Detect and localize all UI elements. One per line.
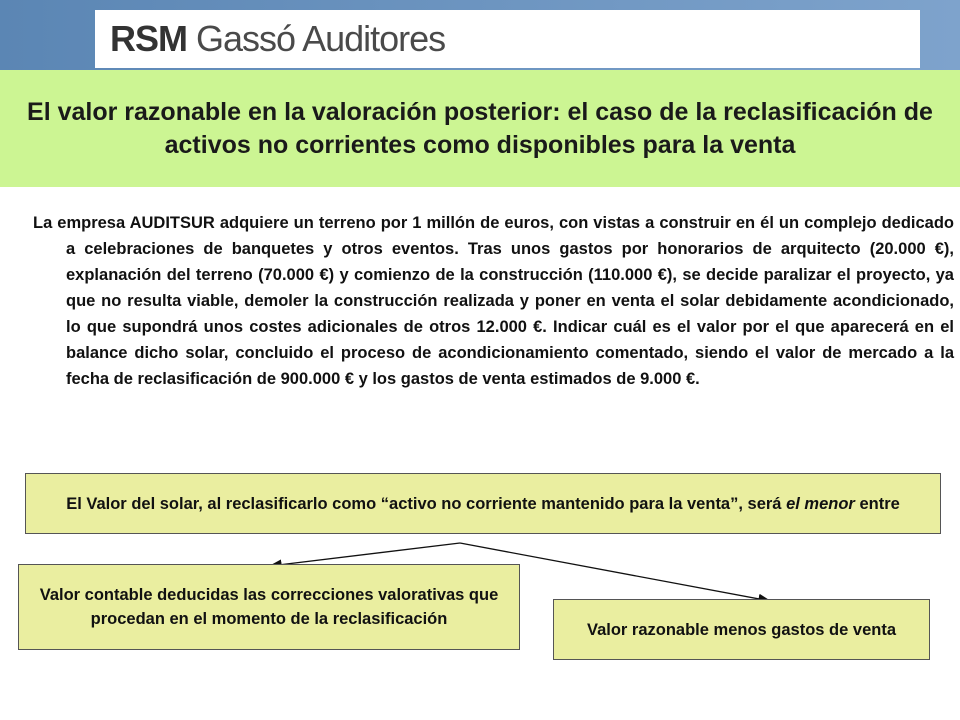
conclusion-text-start: El Valor del solar, al reclasificarlo como “activo no corriente mantenido para la venta”, será	[66, 494, 787, 513]
conclusion-emphasis: el menor	[786, 494, 855, 513]
slide-title: El valor razonable en la valoración posterior: el caso de la reclasificación de activos no corrientes como disponibles para la venta	[27, 97, 933, 159]
logo-name: Gassó Auditores	[196, 18, 446, 59]
arrow-to-left-box	[270, 543, 460, 566]
option-book-value-box	[18, 564, 520, 650]
option-book-value-text: Valor contable deducidas las correcciones valorativas que procedan en el momento de la reclasificación	[39, 586, 499, 628]
option-fair-value-box	[553, 599, 930, 660]
case-description: La empresa AUDITSUR adquiere un terreno por 1 millón de euros, con vistas a construir en él un complejo dedicado a celebraciones de banquetes y otros eventos. Tras unos gastos por honorarios de arquitecto (20.000 €), explanación del terreno (70.000 €) y comienzo de la construcción (110.000 €), se decide paralizar el proyecto, ya que no resulta viable, demoler la construcción realizada y poner en venta el solar debidamente acondicionado, lo que supondrá unos costes adicionales de otros 12.000 €. Indicar cuál es el valor por el que aparecerá en el balance dicho solar, concluido el proceso de acondicionamiento comentado, siendo el valor de mercado a la fecha de reclasificación de 900.000 € y los gastos de venta estimados de 9.000 €.	[33, 214, 954, 388]
conclusion-text-end: entre	[854, 494, 900, 513]
option-fair-value-text: Valor razonable menos gastos de venta	[586, 620, 897, 639]
logo-brand: RSM	[110, 18, 187, 59]
